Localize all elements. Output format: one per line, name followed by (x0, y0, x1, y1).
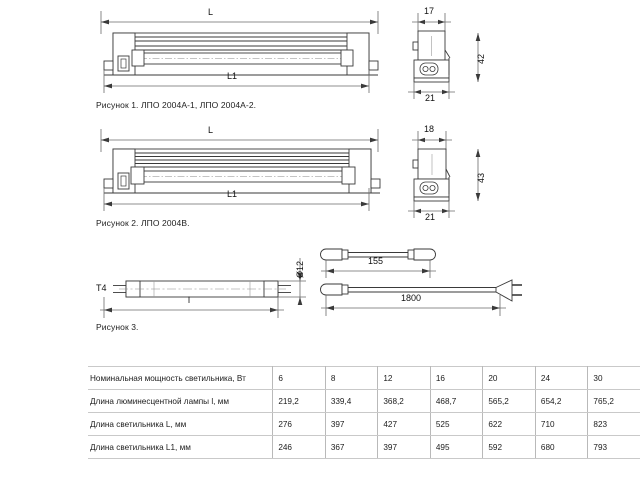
cell-value: 246 (273, 436, 326, 459)
figure-3-dim-155: 155 (368, 256, 384, 266)
table-row (88, 413, 640, 436)
figure-3 (0, 236, 640, 358)
cell-value: 654,2 (535, 390, 588, 413)
figure-2-dim-L1: L1 (227, 189, 238, 199)
figure-2-dim-18: 18 (424, 124, 435, 134)
dimension-line-l (100, 297, 284, 318)
cell-value: 12 (378, 367, 431, 390)
figure-1-dim-17: 17 (424, 6, 435, 16)
figure-1-end-graphics (400, 0, 510, 118)
table-row (88, 367, 640, 390)
figure-1-dim-42: 42 (476, 53, 486, 64)
cell-value: 219,2 (273, 390, 326, 413)
figure-2-end-graphics (400, 118, 510, 236)
cell-value: 793 (588, 436, 640, 459)
cell-value: 680 (535, 436, 588, 459)
cell-value: 30 (588, 367, 640, 390)
figure-3-dim-diameter: Ø12 (295, 260, 305, 278)
row-label: Длина люминесцентной лампы l, мм (88, 390, 273, 413)
row-label: Длина светильника L1, мм (88, 436, 273, 459)
cell-value: 8 (325, 367, 378, 390)
specification-table (88, 366, 640, 459)
cell-value: 592 (483, 436, 536, 459)
cell-value: 397 (378, 436, 431, 459)
cell-value: 20 (483, 367, 536, 390)
figure-3-dim-l: l (188, 295, 190, 305)
figure-2-dim-21: 21 (425, 212, 436, 222)
cell-value: 622 (483, 413, 536, 436)
table-row (88, 390, 640, 413)
cell-value: 16 (430, 367, 483, 390)
figure-1-dim-L: L (208, 7, 214, 17)
cell-value: 468,7 (430, 390, 483, 413)
cell-value: 427 (378, 413, 431, 436)
row-label: Номинальная мощность светильника, Вт (88, 367, 273, 390)
figure-3-dim-1800: 1800 (401, 293, 422, 303)
cell-value: 525 (430, 413, 483, 436)
figure-2-dim-43: 43 (476, 172, 486, 183)
cell-value: 6 (273, 367, 326, 390)
cell-value: 765,2 (588, 390, 640, 413)
cell-value: 276 (273, 413, 326, 436)
figure-3-graphics (0, 236, 640, 358)
figure-2-end-view (400, 118, 510, 236)
figure-1-caption: Рисунок 1. ЛПО 2004А-1, ЛПО 2004А-2. (96, 100, 257, 110)
figure-3-caption: Рисунок 3. (96, 322, 139, 332)
cell-value: 397 (325, 413, 378, 436)
figure-3-lamp-type: T4 (96, 283, 107, 293)
figure-1-dim-L1: L1 (227, 71, 238, 81)
dimension-line-L (101, 11, 378, 34)
power-cord-graphic (321, 280, 523, 301)
row-label: Длина светильника L, мм (88, 413, 273, 436)
cell-value: 24 (535, 367, 588, 390)
cell-value: 710 (535, 413, 588, 436)
cell-value: 823 (588, 413, 640, 436)
cell-value: 565,2 (483, 390, 536, 413)
figure-2-dim-L: L (208, 125, 214, 135)
table-body (88, 367, 640, 459)
table-row (88, 436, 640, 459)
cell-value: 339,4 (325, 390, 378, 413)
cell-value: 367 (325, 436, 378, 459)
figure-1-end-view (400, 0, 510, 118)
cell-value: 368,2 (378, 390, 431, 413)
cell-value: 495 (430, 436, 483, 459)
figure-2-caption: Рисунок 2. ЛПО 2004В. (96, 218, 190, 228)
figure-1-dim-21: 21 (425, 93, 436, 103)
